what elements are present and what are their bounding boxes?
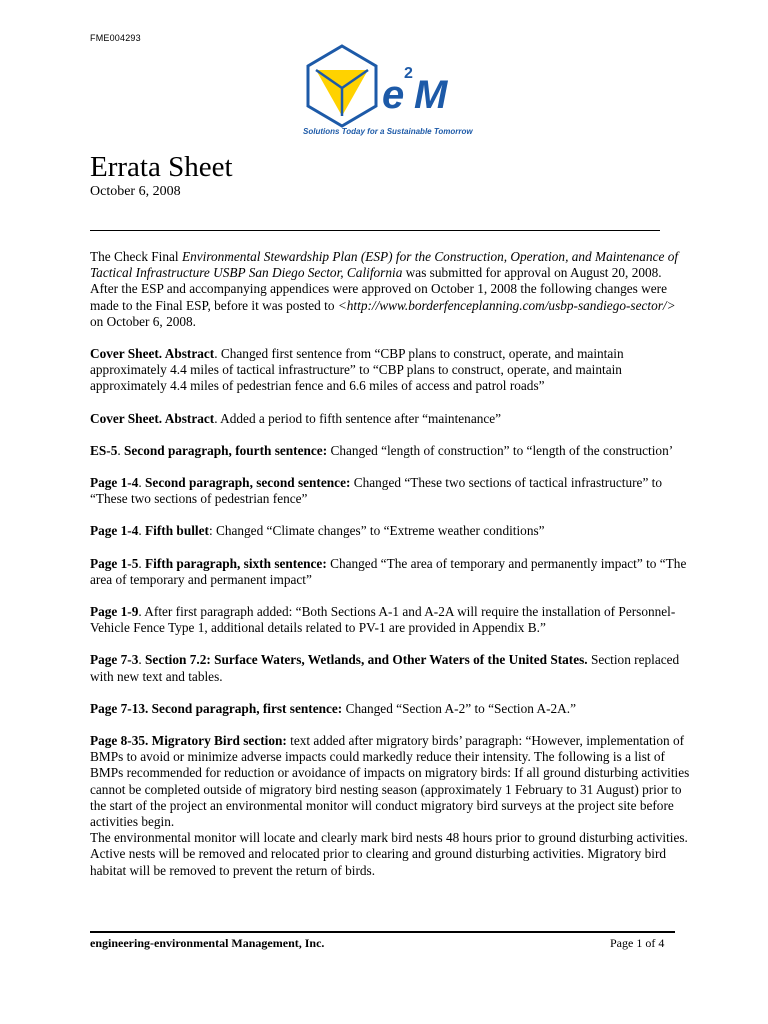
e2m-logo: [300, 44, 472, 140]
svg-text:M: M: [414, 73, 448, 117]
errata-entry: Page 1-4. Fifth bullet: Changed “Climate changes” to “Extreme weather conditions”: [90, 523, 545, 539]
errata-entry: Page 1-4. Second paragraph, second sentence: Changed “These two sections of tactical infrastructure” to “These two sections of pedestrian fence”: [90, 475, 663, 507]
errata-entry: Page 1-9. After first paragraph added: “Both Sections A-1 and A-2A will require the installation of Personnel-Vehicle Fence Type 1, additional details related to PV-1 are provided in Appendix B.”: [90, 604, 676, 636]
errata-entry: Page 1-5. Fifth paragraph, sixth sentence: Changed “The area of temporary and permanently impact” to “The area of temporary and permanent impact”: [90, 555, 687, 587]
document-date: October 6, 2008: [90, 184, 181, 199]
errata-entry: ES-5. Second paragraph, fourth sentence: Changed “length of construction” to “length of the construction’: [90, 442, 674, 458]
page-title: Errata Sheet: [90, 151, 233, 183]
logo-tagline: Solutions Today for a Sustainable Tomorrow: [303, 127, 473, 136]
logo-superscript: 2: [404, 65, 413, 82]
errata-entry: Page 7-13. Second paragraph, first sentence: Changed “Section A-2” to “Section A-2A.”: [90, 700, 577, 716]
logo-brand-text: e: [382, 73, 405, 117]
page-number: Page 1 of 4: [610, 936, 665, 950]
header-divider: [90, 230, 660, 231]
intro-paragraph: The Check Final Environmental Stewardship Plan (ESP) for the Construction, Operation, and Maintenance of Tactical Infrastructure USBP San Diego Sector, California was submitted for approval on August 20, 2008. After the ESP and accompanying appendices were approved on October 1, 2008 the following changes were made to the Final ESP, before it was posted to <http://www.borderfenceplanning.com/usbp-sandiego-sector/> on October 6, 2008.: [90, 249, 679, 329]
errata-entry: Page 7-3. Section 7.2: Surface Waters, Wetlands, and Other Waters of the United States. Section replaced with new text and tables.: [90, 652, 680, 684]
footer-company: engineering-environmental Management, Inc.: [90, 936, 325, 950]
footer-divider: [90, 931, 675, 933]
errata-entry: Cover Sheet. Abstract. Added a period to fifth sentence after “maintenance”: [90, 410, 502, 426]
document-id: FME004293: [90, 33, 141, 43]
esp-title: Environmental Stewardship Plan (ESP) for the Construction, Operation, and Maintenance of Tactical Infrastructure USBP San Diego Sector, California: [90, 249, 679, 281]
migratory-bird-entry: Page 8-35. Migratory Bird section: text added after migratory birds’ paragraph: “However, implementation of BMPs to avoid or minimize adverse impacts could markedly reduce their intensity. The following is a list of BMPs recommended for reduction or avoidance of impacts on migratory birds: If all ground disturbing activities cannot be completed outside of migratory bird nesting season (approximately 1 February to 31 August) prior to the start of the project an environmental monitor will conduct migratory bird surveys at the project site before activities begin. The environmental monitor will locate and clearly mark bird nests 48 hours prior to ground disturbing activities. Active nests will be removed and relocated prior to clearing and ground disturbing activities. Migratory bird habitat will be removed to prevent the return of birds.: [90, 733, 690, 878]
posting-url: <http://www.borderfenceplanning.com/usbp-sandiego-sector/>: [337, 297, 676, 313]
errata-entry: Cover Sheet. Abstract. Changed first sentence from “CBP plans to construct, operate, and maintain approximately 4.4 miles of tactical infrastructure” to “CBP plans to construct, operate, and maintain approximately 4.4 miles of pedestrian fence and 6.6 miles of access and patrol roads”: [90, 346, 624, 394]
document-body: [90, 249, 690, 879]
